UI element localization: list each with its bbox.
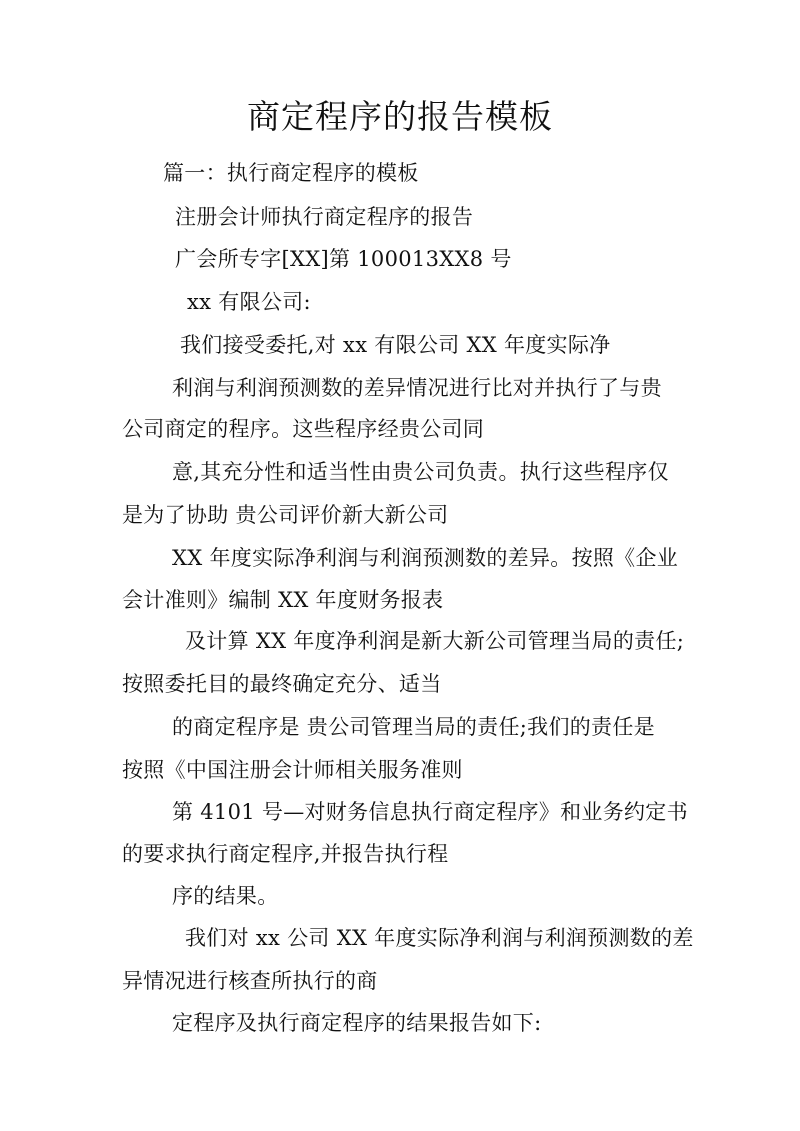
paragraph-line: XX 年度实际净利润与利润预测数的差异。按照《企业 [172,546,679,570]
paragraph-line: 定程序及执行商定程序的结果报告如下: [172,1011,542,1035]
document-title: 商定程序的报告模板 [247,97,553,136]
paragraph-line: 按照委托目的最终确定充分、适当 [122,672,442,696]
report-subtitle: 注册会计师执行商定程序的报告 [175,205,474,229]
section-heading: 篇一：执行商定程序的模板 [163,161,419,185]
paragraph-line: 序的结果。 [172,884,279,908]
paragraph-line: 的商定程序是 贵公司管理当局的责任;我们的责任是 [172,715,655,739]
paragraph-line: 利润与利润预测数的差异情况进行比对并执行了与贵 [172,376,662,400]
reference-number: 广会所专字[XX]第 100013XX8 号 [175,247,512,271]
paragraph-line: 按照《中国注册会计师相关服务准则 [122,758,463,782]
paragraph-line: 的要求执行商定程序,并报告执行程 [122,842,449,866]
paragraph-line: 异情况进行核查所执行的商 [122,969,378,993]
addressee: xx 有限公司: [187,290,311,314]
paragraph-line: 会计准则》编制 XX 年度财务报表 [122,588,444,612]
paragraph-line: 公司商定的程序。这些程序经贵公司同 [122,417,485,441]
paragraph-line: 及计算 XX 年度净利润是新大新公司管理当局的责任; [185,629,685,653]
paragraph-line: 是为了协助 贵公司评价新大新公司 [122,503,449,527]
paragraph-line: 意,其充分性和适当性由贵公司负责。执行这些程序仅 [172,460,669,484]
paragraph-line: 我们对 xx 公司 XX 年度实际净利润与利润预测数的差 [185,926,694,950]
paragraph-line: 我们接受委托,对 xx 有限公司 XX 年度实际净 [180,333,611,357]
paragraph-line: 第 4101 号—对财务信息执行商定程序》和业务约定书 [172,800,688,824]
